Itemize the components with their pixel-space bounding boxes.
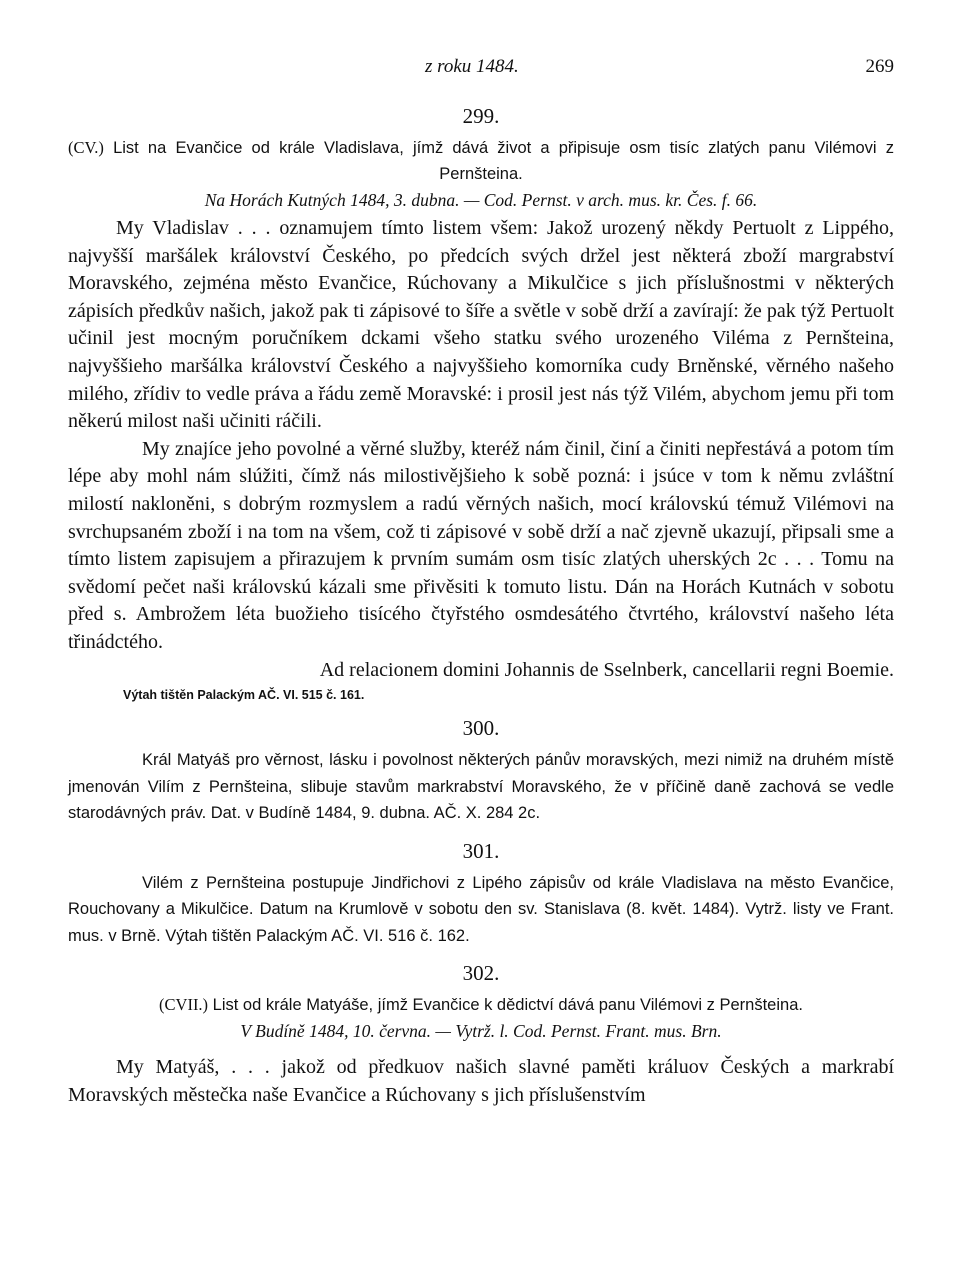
footnote: Výtah tištěn Palackým AČ. VI. 515 č. 161. [123, 688, 365, 703]
regest-text: List od krále Matyáše, jímž Evančice k dědictví dává panu Vilémovi z Pernšteina. [212, 996, 803, 1015]
document-number: 300. [462, 716, 500, 741]
body-paragraph: My Vladislav . . . oznamujem tímto listem všem: Jakož urozený někdy Pertuolt z Lippého, najvyšší maršálek království Českého, po předcích svých držel jest některá zboží margrabství Moravského, zejména město Evančice, Rúchovany a Mikulčice s jich příslušnostmi v některých zápisích předkův našich, jakož pak ti zápisové to šíře a světle v sobě drží a zavírají: že pak týž Pertuolt učinil jest mocným poručníkem dckami všeho statku svého urozeného Viléma z Pernšteina, najvyššieho maršálka království Českého a najvyššieho komorníka cudy Brněnské, věrného našeho milého, zřídiv to vedle práva a řádu země Moravské: i prosil jest nás týž Vilém, abychom jemu při tom někerú milost naši učiniti ráčili. [68, 217, 894, 433]
document-301 [68, 839, 894, 950]
running-head-title: z roku 1484. [425, 56, 519, 77]
document-number: 299. [462, 104, 500, 128]
document-300 [68, 716, 894, 827]
regest: Král Matyáš pro věrnost, lásku i povolnost některých pánův moravských, mezi nimiž na druhém místě jmenován Vilím z Pernšteina, slibuje stavům markrabství Moravského, že v příčině daně zachová se vedle starodávných práv. Dat. v Budíně 1484, 9. dubna. AČ. X. 284 2c. [68, 751, 894, 823]
document-299 [68, 104, 894, 706]
regest-label: (CV.) [68, 138, 104, 157]
page [68, 56, 894, 1109]
body-paragraph: My znajíce jeho povolné a věrné služby, kteréž nám činil, činí a činiti nepřestává a potom tím lépe aby mohl nám slúžiti, čímž nás milostivějšieho k sobě pozná: i jsúce v tom k němu zvláštní milostí nakloněni, s dobrým rozmyslem a radú věrných našich, mocí královskú témuž Vilémovi na svrchupsaném zboží i na tom na všem, což ti zápisové v sobě drží a nač zjevně ukazují, připsali sme a tímto listem zapisujem a přirazujem k prvním sumám osm tisíc zlatých uherských 2c . . . Tomu na svědomí pečet naši královskú kázali sme přivěsiti k tomuto listu. Dán na Horách Kutnách v sobotu před s. Ambrožem léta buožieho tisícého čtyřstého osmdesátého čtvrtého, království našeho léta třinádctého. [68, 437, 894, 653]
document-number: 302. [462, 961, 500, 986]
regest: Vilém z Pernšteina postupuje Jindřichovi z Lipého zápisův od krále Vladislava na město Evančice, Rouchovany a Mikulčice. Datum na Krumlově v sobotu den sv. Stanislava (8. květ. 1484). Vytrž. listy ve Frant. mus. v Brně. Výtah tištěn Palackým AČ. VI. 516 č. 162. [68, 873, 894, 945]
document-302 [68, 961, 894, 1109]
body-paragraph: My Matyáš, . . . jakož od předkuov našich slavné paměti králuov Českých a markrabí Moravských městečka naše Evančice a Rúchovany s jich příslušenstvím [68, 1056, 894, 1106]
document-number: 301. [462, 838, 500, 863]
closing-note: Ad relacionem domini Johannis de Sselnberk, cancellarii regni Boemie. [319, 658, 894, 681]
source-citation: V Budíně 1484, 10. června. — Vytrž. l. Cod. Pernst. Frant. mus. Brn. [240, 1021, 722, 1042]
running-head [68, 56, 894, 86]
source-citation: Na Horách Kutných 1484, 3. dubna. — Cod. Pernst. v arch. mus. kr. Čes. f. 66. [204, 190, 758, 210]
regest-label: (CVII.) [159, 995, 209, 1015]
regest [68, 992, 894, 1018]
page-number: 269 [865, 56, 894, 77]
regest [68, 135, 894, 187]
regest-text: List na Evančice od krále Vladislava, jímž dává život a připisuje osm tisíc zlatých panu Vilémovi z Pernšteina. [113, 139, 894, 183]
